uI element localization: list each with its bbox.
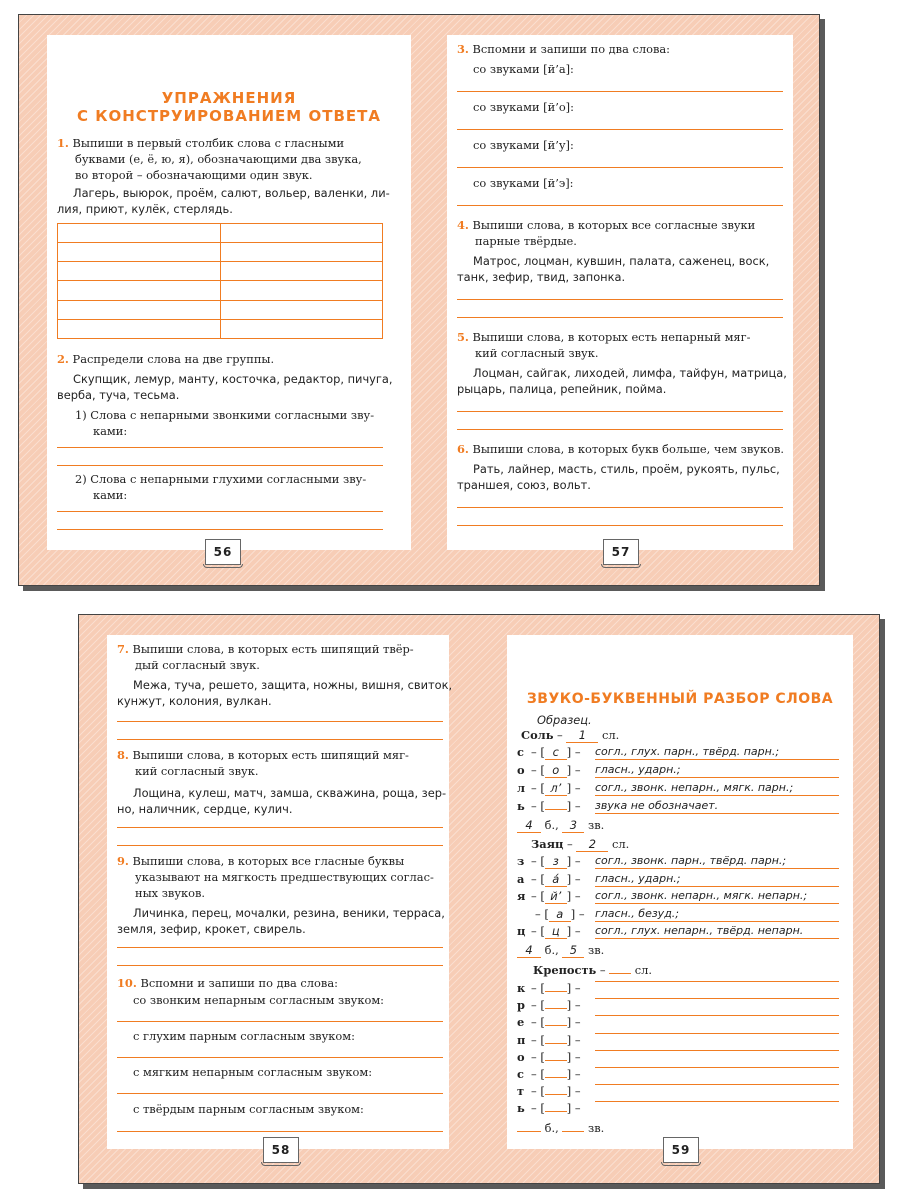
dash: ] – bbox=[566, 889, 581, 903]
table-cell[interactable] bbox=[220, 319, 383, 338]
sample-label: Образец. bbox=[537, 713, 592, 727]
exercise-3-line1: со звуками [й’а]: bbox=[473, 62, 574, 76]
letter: с bbox=[517, 1067, 524, 1081]
exercise-3-line2: со звуками [й’о]: bbox=[473, 100, 574, 114]
sound-field[interactable]: ц bbox=[545, 924, 567, 939]
dash: – [ bbox=[531, 924, 545, 938]
table-cell[interactable] bbox=[58, 281, 221, 300]
table-cell[interactable] bbox=[58, 224, 221, 243]
exercise-3-line4: со звуками [й’э]: bbox=[473, 176, 574, 190]
sound-field[interactable]: а́ bbox=[545, 872, 567, 887]
answer-line[interactable] bbox=[457, 317, 783, 318]
letter: о bbox=[517, 763, 525, 777]
exercise-number: 10. bbox=[117, 976, 137, 990]
dash: ] – bbox=[566, 871, 581, 886]
exercise-5-task: 5. Выпиши слова, в которых есть непарный мяг- кий согласный звук. bbox=[457, 330, 751, 360]
table-cell[interactable] bbox=[220, 243, 383, 262]
exercise-number: 1. bbox=[57, 136, 69, 150]
table-cell[interactable] bbox=[220, 281, 383, 300]
description-field[interactable]: согл., звонк. парн., твёрд. парн.; bbox=[595, 854, 839, 869]
dash: ] – bbox=[566, 781, 581, 795]
dash: ] – bbox=[566, 799, 581, 813]
letter-count[interactable] bbox=[517, 1131, 541, 1132]
description-field[interactable]: гласн., ударн.; bbox=[595, 763, 839, 778]
page-59 bbox=[507, 635, 853, 1149]
syllable-count[interactable]: 1 bbox=[566, 728, 598, 743]
dash: ] – bbox=[566, 763, 581, 777]
dash: ] – bbox=[570, 906, 585, 921]
dash: ] – bbox=[566, 1015, 581, 1030]
table-cell[interactable] bbox=[58, 262, 221, 281]
word-header: Заяц – 2 сл. bbox=[531, 837, 630, 851]
analysis-row bbox=[517, 854, 581, 869]
analysis-row bbox=[517, 781, 581, 796]
dash: – [ bbox=[535, 906, 549, 921]
syllable-count[interactable]: 2 bbox=[576, 837, 608, 852]
dash: – [ bbox=[531, 1101, 545, 1116]
page-title: ЗВУКО-БУКВЕННЫЙ РАЗБОР СЛОВА bbox=[526, 691, 834, 707]
sound-field[interactable]: с bbox=[545, 745, 567, 760]
exercise-8-task: 8. Выпиши слова, в которых есть шипящий мяг- кий согласный звук. bbox=[117, 748, 409, 778]
exercise-8-words: Лощина, кулеш, матч, замша, скважина, роща, зер- но, наличник, сердце, кулич. bbox=[117, 786, 447, 816]
word-summary: б., зв. bbox=[517, 1121, 604, 1135]
exercise-9-task: 9. Выпиши слова, в которых все гласные буквы указывают на мягкость предшествующих соглас- ных звуков. bbox=[117, 854, 434, 900]
exercise-7-words: Межа, туча, решето, защита, ножны, вишня, свиток, кунжут, колония, вулкан. bbox=[117, 678, 453, 708]
answer-line[interactable] bbox=[57, 529, 383, 530]
analysis-row bbox=[517, 1101, 581, 1115]
answer-line[interactable] bbox=[117, 965, 443, 966]
sound-field[interactable] bbox=[545, 1060, 567, 1061]
dash: ] – bbox=[566, 1049, 581, 1064]
exercise-number: 2. bbox=[57, 352, 69, 366]
exercise-number: 3. bbox=[457, 42, 469, 56]
sound-field[interactable] bbox=[545, 1111, 567, 1112]
sound-field[interactable] bbox=[545, 809, 567, 810]
syllable-count[interactable] bbox=[609, 973, 631, 974]
sound-field[interactable] bbox=[545, 1077, 567, 1078]
spread-bottom bbox=[78, 614, 880, 1184]
page-number: 58 bbox=[263, 1137, 299, 1163]
word-header: Соль – 1 сл. bbox=[521, 728, 620, 742]
exercise-10-line3: с мягким непарным согласным звуком: bbox=[133, 1065, 373, 1079]
page-number: 56 bbox=[205, 539, 241, 565]
letter-count[interactable]: 4 bbox=[517, 943, 541, 958]
dash: ] – bbox=[566, 1084, 581, 1099]
sound-field[interactable]: а bbox=[549, 907, 571, 922]
dash: – [ bbox=[531, 1067, 545, 1081]
exercise-1-words: Лагерь, выюрок, проём, салют, вольер, валенки, ли- лия, приют, кулёк, стерлядь. bbox=[57, 186, 390, 216]
exercise-2-sub2: 2) Слова с непарными глухими согласными зву- ками: bbox=[75, 472, 367, 502]
description-field[interactable] bbox=[595, 998, 839, 999]
description-field[interactable]: согл., звонк. непарн., мягк. непарн.; bbox=[595, 889, 839, 904]
description-field[interactable]: согл., глух. парн., твёрд. парн.; bbox=[595, 745, 839, 760]
sound-field[interactable] bbox=[545, 1025, 567, 1026]
letter: л bbox=[517, 781, 526, 795]
sound-count[interactable] bbox=[562, 1131, 584, 1132]
analysis-row bbox=[517, 907, 585, 922]
exercise-10-task: 10. Вспомни и запиши по два слова: bbox=[117, 976, 338, 990]
letter: т bbox=[517, 1084, 525, 1099]
dash: ] – bbox=[566, 1067, 581, 1081]
sound-field[interactable]: л’ bbox=[545, 781, 567, 796]
exercise-2-task: 2. Распредели слова на две группы. bbox=[57, 352, 275, 366]
table-cell[interactable] bbox=[220, 224, 383, 243]
exercise-6-task: 6. Выпиши слова, в которых букв больше, чем звуков. bbox=[457, 442, 784, 456]
sound-field[interactable]: й’ bbox=[545, 889, 567, 904]
description-field[interactable]: согл., глух. непарн., твёрд. непарн. bbox=[595, 924, 839, 939]
description-field[interactable]: гласн., безуд.; bbox=[595, 907, 839, 922]
dash: ] – bbox=[566, 745, 581, 759]
dash: ] – bbox=[566, 1101, 581, 1116]
answer-line[interactable] bbox=[57, 511, 383, 512]
exercise-10-line4: с твёрдым парным согласным звуком: bbox=[133, 1102, 364, 1116]
sound-field[interactable] bbox=[545, 1094, 567, 1095]
table-cell[interactable] bbox=[58, 300, 221, 319]
letter-count[interactable]: 4 bbox=[517, 818, 541, 833]
answer-line[interactable] bbox=[117, 1093, 443, 1094]
dash: – [ bbox=[531, 1032, 545, 1047]
analysis-row bbox=[517, 763, 581, 778]
description-field[interactable] bbox=[595, 1033, 839, 1034]
analysis-row bbox=[517, 799, 581, 813]
exercise-3-task: 3. Вспомни и запиши по два слова: bbox=[457, 42, 671, 56]
answer-line[interactable] bbox=[457, 167, 783, 168]
exercise-5-words: Лоцман, сайгак, лиходей, лимфа, тайфун, матрица, рыцарь, палица, репейник, пойма. bbox=[457, 366, 787, 396]
dash: – [ bbox=[531, 889, 545, 903]
letter: ь bbox=[517, 799, 525, 813]
letter: р bbox=[517, 998, 525, 1013]
letter: ц bbox=[517, 924, 526, 938]
exercise-number: 9. bbox=[117, 854, 129, 868]
letter: а bbox=[517, 871, 525, 886]
exercise-2-words: Скупщик, лемур, манту, косточка, редактор, пичуга, верба, туча, тесьма. bbox=[57, 372, 393, 402]
page-title-line1: УПРАЖНЕНИЯ bbox=[161, 89, 297, 107]
letter: к bbox=[517, 981, 526, 995]
exercise-number: 8. bbox=[117, 748, 129, 762]
analysis-row bbox=[517, 889, 581, 904]
exercise-7-task: 7. Выпиши слова, в которых есть шипящий твёр- дый согласный звук. bbox=[117, 642, 414, 672]
dash: – [ bbox=[531, 745, 545, 759]
answer-table bbox=[57, 223, 383, 339]
letter: п bbox=[517, 1032, 526, 1047]
analysis-row bbox=[517, 1067, 581, 1081]
sound-field[interactable] bbox=[545, 991, 567, 992]
analysis-row bbox=[517, 1033, 581, 1047]
exercise-number: 7. bbox=[117, 642, 129, 656]
dash: – [ bbox=[531, 799, 545, 813]
sound-count[interactable]: 3 bbox=[562, 818, 584, 833]
dash: – [ bbox=[531, 854, 545, 868]
description-field[interactable] bbox=[595, 981, 839, 982]
exercise-4-words: Матрос, лоцман, кувшин, палата, саженец, воск, танк, зефир, твид, запонка. bbox=[457, 254, 770, 284]
dash: ] – bbox=[566, 998, 581, 1013]
answer-line[interactable] bbox=[457, 129, 783, 130]
sound-count[interactable]: 5 bbox=[562, 943, 584, 958]
dash: – [ bbox=[531, 1084, 545, 1099]
table-cell[interactable] bbox=[220, 300, 383, 319]
page-58 bbox=[107, 635, 453, 1149]
answer-line[interactable] bbox=[117, 947, 443, 948]
analysis-row bbox=[517, 872, 581, 887]
exercise-9-words: Личинка, перец, мочалки, резина, веники, терраса, земля, зефир, крокет, свирель. bbox=[117, 906, 445, 936]
dash: – [ bbox=[531, 781, 545, 795]
exercise-2-sub1: 1) Слова с непарными звонкими согласными зву- ками: bbox=[75, 408, 375, 438]
letter: з bbox=[517, 854, 525, 868]
answer-line[interactable] bbox=[457, 91, 783, 92]
analysis-row bbox=[517, 981, 581, 995]
sound-field[interactable]: з bbox=[545, 854, 567, 869]
page-57 bbox=[447, 35, 793, 550]
exercise-4-task: 4. Выпиши слова, в которых все согласные звуки парные твёрдые. bbox=[457, 218, 756, 248]
exercise-number: 5. bbox=[457, 330, 469, 344]
sound-field[interactable] bbox=[545, 1043, 567, 1044]
dash: ] – bbox=[566, 924, 581, 938]
answer-line[interactable] bbox=[457, 411, 783, 412]
analysis-row bbox=[517, 1015, 581, 1029]
table-cell[interactable] bbox=[58, 319, 221, 338]
answer-line[interactable] bbox=[457, 507, 783, 508]
dash: – [ bbox=[531, 1015, 545, 1030]
analysis-row bbox=[517, 1050, 581, 1064]
analysis-row bbox=[517, 998, 581, 1012]
description-field[interactable] bbox=[595, 1015, 839, 1016]
exercise-1-task: 1. Выпиши в первый столбик слова с гласными буквами (е, ё, ю, я), обозначающими два звука, во второй – обозначающими один звук. bbox=[57, 136, 362, 182]
description-field[interactable]: звука не обозначает. bbox=[595, 799, 839, 814]
table-cell[interactable] bbox=[58, 243, 221, 262]
description-field[interactable]: гласн., ударн.; bbox=[595, 872, 839, 887]
page-number: 59 bbox=[663, 1137, 699, 1163]
page-title-line2: С КОНСТРУИРОВАНИЕМ ОТВЕТА bbox=[77, 107, 381, 125]
answer-line[interactable] bbox=[57, 447, 383, 448]
description-field[interactable] bbox=[595, 1084, 839, 1085]
answer-line[interactable] bbox=[117, 1057, 443, 1058]
dash: ] – bbox=[566, 854, 581, 868]
description-field[interactable] bbox=[595, 1067, 839, 1068]
page-56 bbox=[47, 35, 411, 550]
word-header: Крепость – сл. bbox=[533, 963, 653, 977]
letter: о bbox=[517, 1049, 525, 1064]
analysis-row bbox=[517, 1084, 581, 1098]
letter: ь bbox=[517, 1101, 525, 1116]
answer-line[interactable] bbox=[457, 205, 783, 206]
exercise-number: 4. bbox=[457, 218, 469, 232]
exercise-6-words: Рать, лайнер, масть, стиль, проём, рукоять, пульс, траншея, союз, вольт. bbox=[457, 462, 780, 492]
exercise-10-line2: с глухим парным согласным звуком: bbox=[133, 1029, 355, 1043]
answer-line[interactable] bbox=[117, 827, 443, 828]
exercise-3-line3: со звуками [й’у]: bbox=[473, 138, 574, 152]
dash: – [ bbox=[531, 763, 545, 777]
description-field[interactable] bbox=[595, 1101, 839, 1102]
answer-line[interactable] bbox=[457, 525, 783, 526]
answer-line[interactable] bbox=[457, 429, 783, 430]
answer-line[interactable] bbox=[117, 739, 443, 740]
answer-line[interactable] bbox=[57, 465, 383, 466]
answer-line[interactable] bbox=[117, 1131, 443, 1132]
analysis-row bbox=[517, 745, 581, 760]
sound-field[interactable]: о bbox=[545, 763, 567, 778]
letter: с bbox=[517, 745, 524, 759]
word-summary: 4 б., 3 зв. bbox=[517, 818, 604, 833]
analysis-row bbox=[517, 924, 581, 939]
description-field[interactable] bbox=[595, 1050, 839, 1051]
dash: ] – bbox=[566, 1032, 581, 1047]
dash: – [ bbox=[531, 1049, 545, 1064]
dash: – [ bbox=[531, 871, 545, 886]
page-number: 57 bbox=[603, 539, 639, 565]
answer-line[interactable] bbox=[117, 721, 443, 722]
spread-top bbox=[18, 14, 820, 586]
description-field[interactable]: согл., звонк. непарн., мягк. парн.; bbox=[595, 781, 839, 796]
exercise-10-line1: со звонким непарным согласным звуком: bbox=[133, 993, 385, 1007]
letter: я bbox=[517, 889, 526, 903]
dash: – [ bbox=[531, 981, 545, 995]
exercise-number: 6. bbox=[457, 442, 469, 456]
answer-line[interactable] bbox=[457, 299, 783, 300]
letter: е bbox=[517, 1015, 525, 1030]
word-summary: 4 б., 5 зв. bbox=[517, 943, 604, 958]
sound-field[interactable] bbox=[545, 1008, 567, 1009]
dash: – [ bbox=[531, 998, 545, 1013]
table-cell[interactable] bbox=[220, 262, 383, 281]
answer-line[interactable] bbox=[117, 1021, 443, 1022]
answer-line[interactable] bbox=[117, 845, 443, 846]
dash: ] – bbox=[566, 981, 581, 995]
